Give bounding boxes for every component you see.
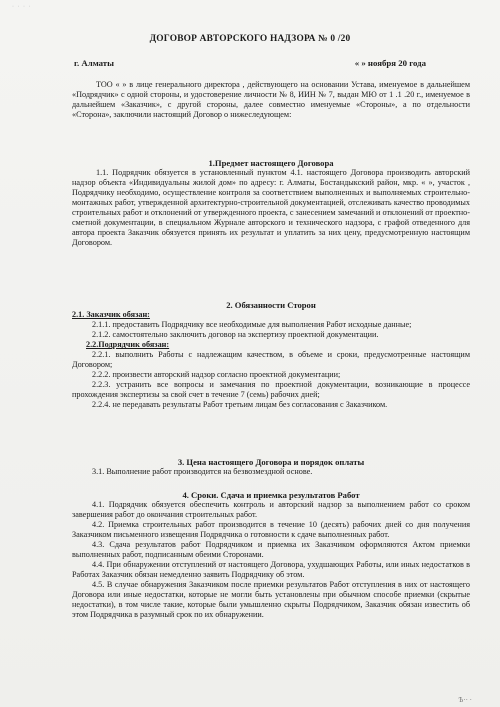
- item-2-2-1: 2.2.1. выполнить Работы с надлежащим качеством, в объеме и сроки, предусмотренные настоящим Договором;: [72, 350, 470, 369]
- section-1: [72, 158, 470, 248]
- section-1-title: 1.Предмет настоящего Договора: [208, 158, 334, 168]
- document-title: ДОГОВОР АВТОРСКОГО НАДЗОРА № 0 /20: [149, 34, 351, 44]
- section-4: [72, 490, 470, 620]
- section-2-sub1: 2.1. Заказчик обязан:: [72, 310, 150, 319]
- item-4-5: 4.5. В случае обнаружения Заказчиком после приемки результатов Работ отступления в них от настоящего Договора или иные недостатки, которые не могли быть установлены при обычном способе приемки (скрытые недостатки), в том числе такие, которые были умышленно скрыты Подрядчиком, Заказчик обязан известить об этом Подрядчика в разумный срок по их обнаружении.: [72, 580, 470, 619]
- section-4-title: 4. Сроки. Сдача и приемка результатов Работ: [182, 490, 360, 500]
- preamble-block: [72, 80, 470, 120]
- item-2-1-2: 2.1.2. самостоятельно заключить договор на экспертизу проектной документации.: [92, 330, 379, 339]
- preamble-text: ТОО « » в лице генерального директора , действующего на основании Устава, именуемое в дальнейшем «Подрядчик» с одной стороны, и удостоверение личности № 8, ИИН № 7, выдан МЮ от 1 .1 .20 г., именуемое в дальнейшем «Заказчик», с другой стороны, далее совместно именуемые «Стороны», а по отдельности «Сторона», заключили настоящий Договор о нижеследующем:: [72, 80, 470, 119]
- city-date-line: [74, 58, 426, 68]
- section-2-sub2: 2.2.Подрядчик обязан:: [86, 340, 170, 349]
- item-3-1: 3.1. Выполнение работ производится на безвозмездной основе.: [92, 467, 313, 476]
- city-label: г. Алматы: [74, 58, 114, 68]
- item-4-1: 4.1. Подрядчик обязуется обеспечить контроль и авторский надзор за выполнением работ со сроком завершения работ до окончания строительных работ.: [72, 500, 470, 519]
- date-label: « » ноября 20 года: [354, 58, 426, 68]
- section-2: [72, 300, 470, 410]
- item-4-2: 4.2. Приемка строительных работ производится в течение 10 (десять) рабочих дней со дня получения Заказчиком письменного извещения Подрядчика о готовности к сдаче выполненных работ.: [72, 520, 470, 539]
- item-2-2-3: 2.2.3. устранить все вопросы и замечания по проектной документации, возникающие в процессе прохождения экспертизы за свой счет в течение 7 (семь) рабочих дней;: [72, 380, 470, 399]
- section-2-title: 2. Обязанности Сторон: [226, 300, 316, 310]
- section-3-title: 3. Цена настоящего Договора и порядок оплаты: [177, 457, 365, 467]
- item-4-3: 4.3. Сдача результатов работ Подрядчиком и приемка их Заказчиком оформляются Актом приемки выполненных работ, подписанным обеими Сторонами.: [72, 540, 470, 559]
- item-2-2-2: 2.2.2. произвести авторский надзор согласно проектной документации;: [92, 370, 341, 379]
- item-4-4: 4.4. При обнаружении отступлений от настоящего Договора, ухудшающих Работы, или иных недостатков в Работах Заказчик обязан немедленно заявить Подрядчику об этом.: [72, 560, 470, 579]
- footer-mark: Ѣ·· ·: [458, 696, 472, 704]
- item-2-2-4: 2.2.4. не передавать результаты Работ третьим лицам без согласования с Заказчиком.: [92, 400, 388, 409]
- item-2-1-1: 2.1.1. предоставить Подрядчику все необходимые для выполнения Работ исходные данные;: [92, 320, 412, 329]
- section-3: [72, 457, 470, 477]
- section-1-text: 1.1. Подрядчик обязуется в установленный пунктом 4.1. настоящего Договора производить авторский надзор объекта «Индивидуальны жилой дом» по адресу: г. Алматы, Бостандыкский район, мкр. « », участок , Подрядчику необходимо, осуществление контроля за соответствием выполненных и выполняемых строительно-монтажных работ, утвержденной архитектурно-строительной документацией, отслеживать качество проводимых строительных работ и отклонений от утвержденного проекта, с занесением замечаний и отклонений от проектно-сметной документации, в специальном Журнале авторского и технического надзора, с графой отведенного для автора проекта Заказчик обязуется принять их результат и уплатить за них цену, предусмотренную настоящим Договором.: [72, 168, 470, 247]
- corner-mark: · · · ·: [12, 4, 32, 10]
